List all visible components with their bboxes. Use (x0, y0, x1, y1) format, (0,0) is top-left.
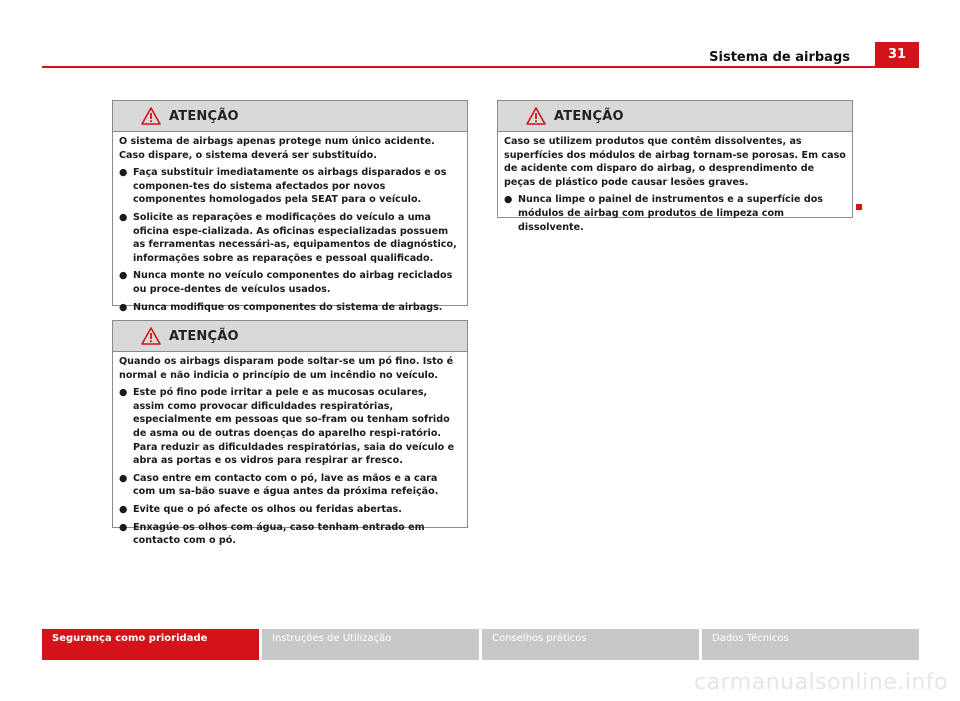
bullet-dot: ● (119, 503, 128, 515)
warning-bullet (119, 301, 461, 315)
warning-intro: Caso se utilizem produtos que contêm dissolventes, as superfícies dos módulos de airbag tornam-se porosas. Em caso de acidente com disparo do airbag, o desprendimento de peças de plástico pode causar lesões graves. (504, 136, 846, 188)
footer-tab-seguranca[interactable]: Segurança como prioridade (42, 629, 259, 660)
bullet-dot: ● (119, 521, 128, 533)
warning-bullet-text: Solicite as reparações e modificações do veículo a uma oficina espe-cializada. As oficinas especializadas possuem as ferramentas necessári-as, equipamentos de diagnóstico, informações sobre as reparações e pessoal qualificado. (133, 211, 457, 264)
warning-bullet (504, 193, 846, 234)
warning-bullet (119, 386, 461, 468)
bullet-dot: ● (504, 194, 513, 206)
section-end-marker (856, 204, 862, 210)
footer-tab-instrucoes[interactable]: Instruções de Utilização (262, 629, 479, 660)
warning-bullet-text: Enxagúe os olhos com água, caso tenham entrado em contacto com o pó. (133, 521, 425, 547)
warning-header (113, 101, 467, 132)
warning-bullet (119, 211, 461, 265)
warning-box-2 (112, 320, 468, 547)
warning-triangle-icon (526, 107, 546, 125)
footer-tab-dados[interactable]: Dados Técnicos (702, 629, 919, 660)
warning-bullet (119, 521, 461, 548)
warning-title: ATENÇÃO (169, 108, 239, 124)
warning-bullet-text: Nunca limpe o painel de instrumentos e a superfície dos módulos de airbag com produtos de limpeza com dissolvente. (518, 194, 824, 233)
footer-tab-conselhos[interactable]: Conselhos práticos (482, 629, 699, 660)
warning-intro: Quando os airbags disparam pode soltar-se um pó fino. Isto é normal e não indicia o princípio de um incêndio no veículo. (119, 356, 454, 381)
warning-header (498, 101, 852, 132)
bullet-dot: ● (119, 472, 128, 484)
warning-box-3 (497, 100, 853, 233)
header-divider (42, 66, 919, 68)
warning-title: ATENÇÃO (169, 328, 239, 344)
footer-nav (42, 629, 919, 660)
bullet-dot: ● (119, 167, 128, 179)
bullet-dot: ● (119, 211, 128, 223)
bullet-dot: ● (119, 301, 128, 313)
page-number: 31 (875, 42, 919, 67)
warning-header (113, 321, 467, 352)
warning-bullet-text: Nunca monte no veículo componentes do airbag reciclados ou proce-dentes de veículos usados. (133, 270, 453, 295)
warning-bullet-text: Caso entre em contacto com o pó, lave as mãos e a cara com um sa-bão suave e água antes da próxima refeição. (133, 472, 439, 498)
watermark-text: carmanualsonline.info (694, 670, 948, 695)
warning-bullet-text: Nunca modifique os componentes do sistema de airbags. (133, 301, 443, 313)
warning-triangle-icon (141, 327, 161, 345)
warning-bullet-text: Evite que o pó afecte os olhos ou feridas abertas. (133, 503, 402, 515)
warning-body (113, 132, 467, 322)
warning-body (498, 132, 852, 242)
warning-title: ATENÇÃO (554, 108, 624, 124)
warning-bullet-text: Este pó fino pode irritar a pele e as mucosas oculares, assim como provocar dificuldades respiratórias, especialmente em pessoas que so-fram ou tenham sofrido de asma ou de outras doenças do aparelho respi-ratório. Para reduzir as dificuldades respiratórias, saia do veículo e abra as portas e os vidros para respirar ar fresco. (133, 387, 455, 467)
warning-bullet (119, 472, 461, 499)
warning-triangle-icon (141, 107, 161, 125)
bullet-dot: ● (119, 270, 128, 282)
warning-body (113, 352, 467, 556)
warning-bullet (119, 503, 461, 517)
section-title: Sistema de airbags (709, 50, 850, 65)
warning-box-1 (112, 100, 468, 313)
warning-intro: O sistema de airbags apenas protege num único acidente. Caso dispare, o sistema deverá ser substituído. (119, 136, 435, 161)
warning-bullet (119, 269, 461, 296)
bullet-dot: ● (119, 387, 128, 399)
warning-bullet-text: Faça substituir imediatamente os airbags disparados e os componen-tes do sistema afectados por novos componentes homologados pela SEAT para o veículo. (133, 167, 447, 206)
warning-bullet (119, 166, 461, 207)
